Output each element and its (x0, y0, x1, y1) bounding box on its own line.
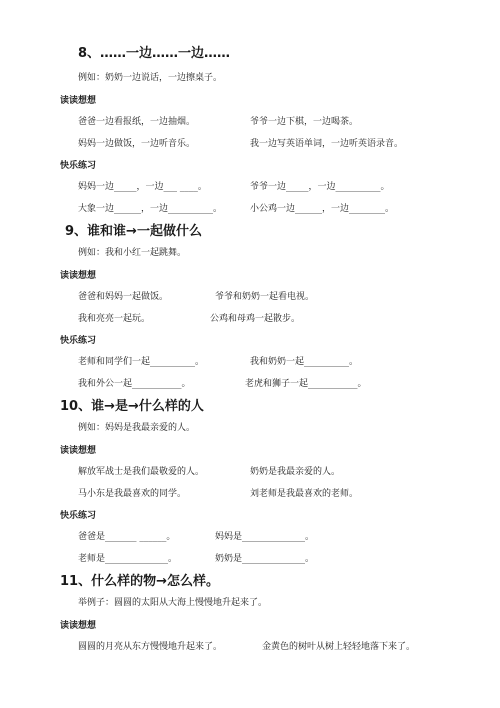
section-10-example: 例如：妈妈是我最亲爱的人。 (78, 423, 196, 433)
section-10-read-1b: 奶奶是我最亲爱的人。 (250, 467, 341, 477)
section-10-practice-1b: 妈妈是______________。 (215, 532, 315, 542)
section-8-practice-1b: 爷爷一边_____，一边__________。 (250, 182, 390, 192)
section-8-title: 8、……一边……一边…… (78, 46, 231, 61)
section-11-read-heading: 读读想想 (60, 621, 97, 631)
section-10-practice-2b: 奶奶是______________。 (215, 554, 315, 564)
section-9-example: 例如：我和小红一起跳舞。 (78, 248, 187, 258)
section-11-title: 11、什么样的物→怎么样。 (60, 574, 219, 589)
section-9-read-2a: 我和亮亮一起玩。 (78, 314, 151, 324)
section-10-read-1a: 解放军战士是我们最敬爱的人。 (78, 467, 205, 477)
section-8-practice-2a: 大象一边______，一边__________。 (78, 204, 223, 214)
section-8-practice-heading: 快乐练习 (60, 161, 97, 171)
section-10-title: 10、谁→是→什么样的人 (60, 399, 204, 414)
section-8-practice-1a: 妈妈一边_____，一边___ ____。 (78, 182, 207, 192)
section-8-read-1a: 爸爸一边看报纸，一边抽烟。 (78, 117, 196, 127)
section-11-read-1b: 金黄色的树叶从树上轻轻地落下来了。 (262, 642, 416, 652)
section-9-practice-2a: 我和外公一起___________。 (78, 379, 191, 389)
section-11-example: 举例子：圆圆的太阳从大海上慢慢地升起来了。 (78, 598, 268, 608)
section-8-practice-2b: 小公鸡一边______，一边________。 (250, 204, 395, 214)
section-8-read-heading: 读读想想 (60, 96, 97, 106)
section-9-read-1b: 爷爷和奶奶一起看电视。 (215, 292, 315, 302)
section-9-practice-heading: 快乐练习 (60, 336, 97, 346)
section-8-example: 例如：奶奶一边说话，一边擦桌子。 (78, 73, 223, 83)
section-11-read-1a: 圆圆的月亮从东方慢慢地升起来了。 (78, 642, 223, 652)
section-9-practice-1a: 老师和同学们一起__________。 (78, 357, 205, 367)
section-10-read-2b: 刘老师是我最喜欢的老师。 (250, 489, 359, 499)
section-10-read-heading: 读读想想 (60, 446, 97, 456)
section-10-practice-heading: 快乐练习 (60, 511, 97, 521)
section-9-practice-2b: 老虎和狮子一起___________。 (245, 379, 367, 389)
section-8-read-2a: 妈妈一边做饭，一边听音乐。 (78, 139, 196, 149)
section-10-practice-1a: 爸爸是_______ ______。 (78, 532, 176, 542)
section-8-read-1b: 爷爷一边下棋，一边喝茶。 (250, 117, 359, 127)
section-9-practice-1b: 我和奶奶一起__________。 (250, 357, 359, 367)
section-9-read-1a: 爸爸和妈妈一起做饭。 (78, 292, 169, 302)
section-10-practice-2a: 老师是______________。 (78, 554, 178, 564)
section-9-read-heading: 读读想想 (60, 271, 97, 281)
section-9-title: 9、谁和谁→一起做什么 (65, 224, 202, 239)
section-10-read-2a: 马小东是我最喜欢的同学。 (78, 489, 187, 499)
section-8-read-2b: 我一边写英语单词，一边听英语录音。 (250, 139, 404, 149)
section-9-read-2b: 公鸡和母鸡一起散步。 (210, 314, 301, 324)
